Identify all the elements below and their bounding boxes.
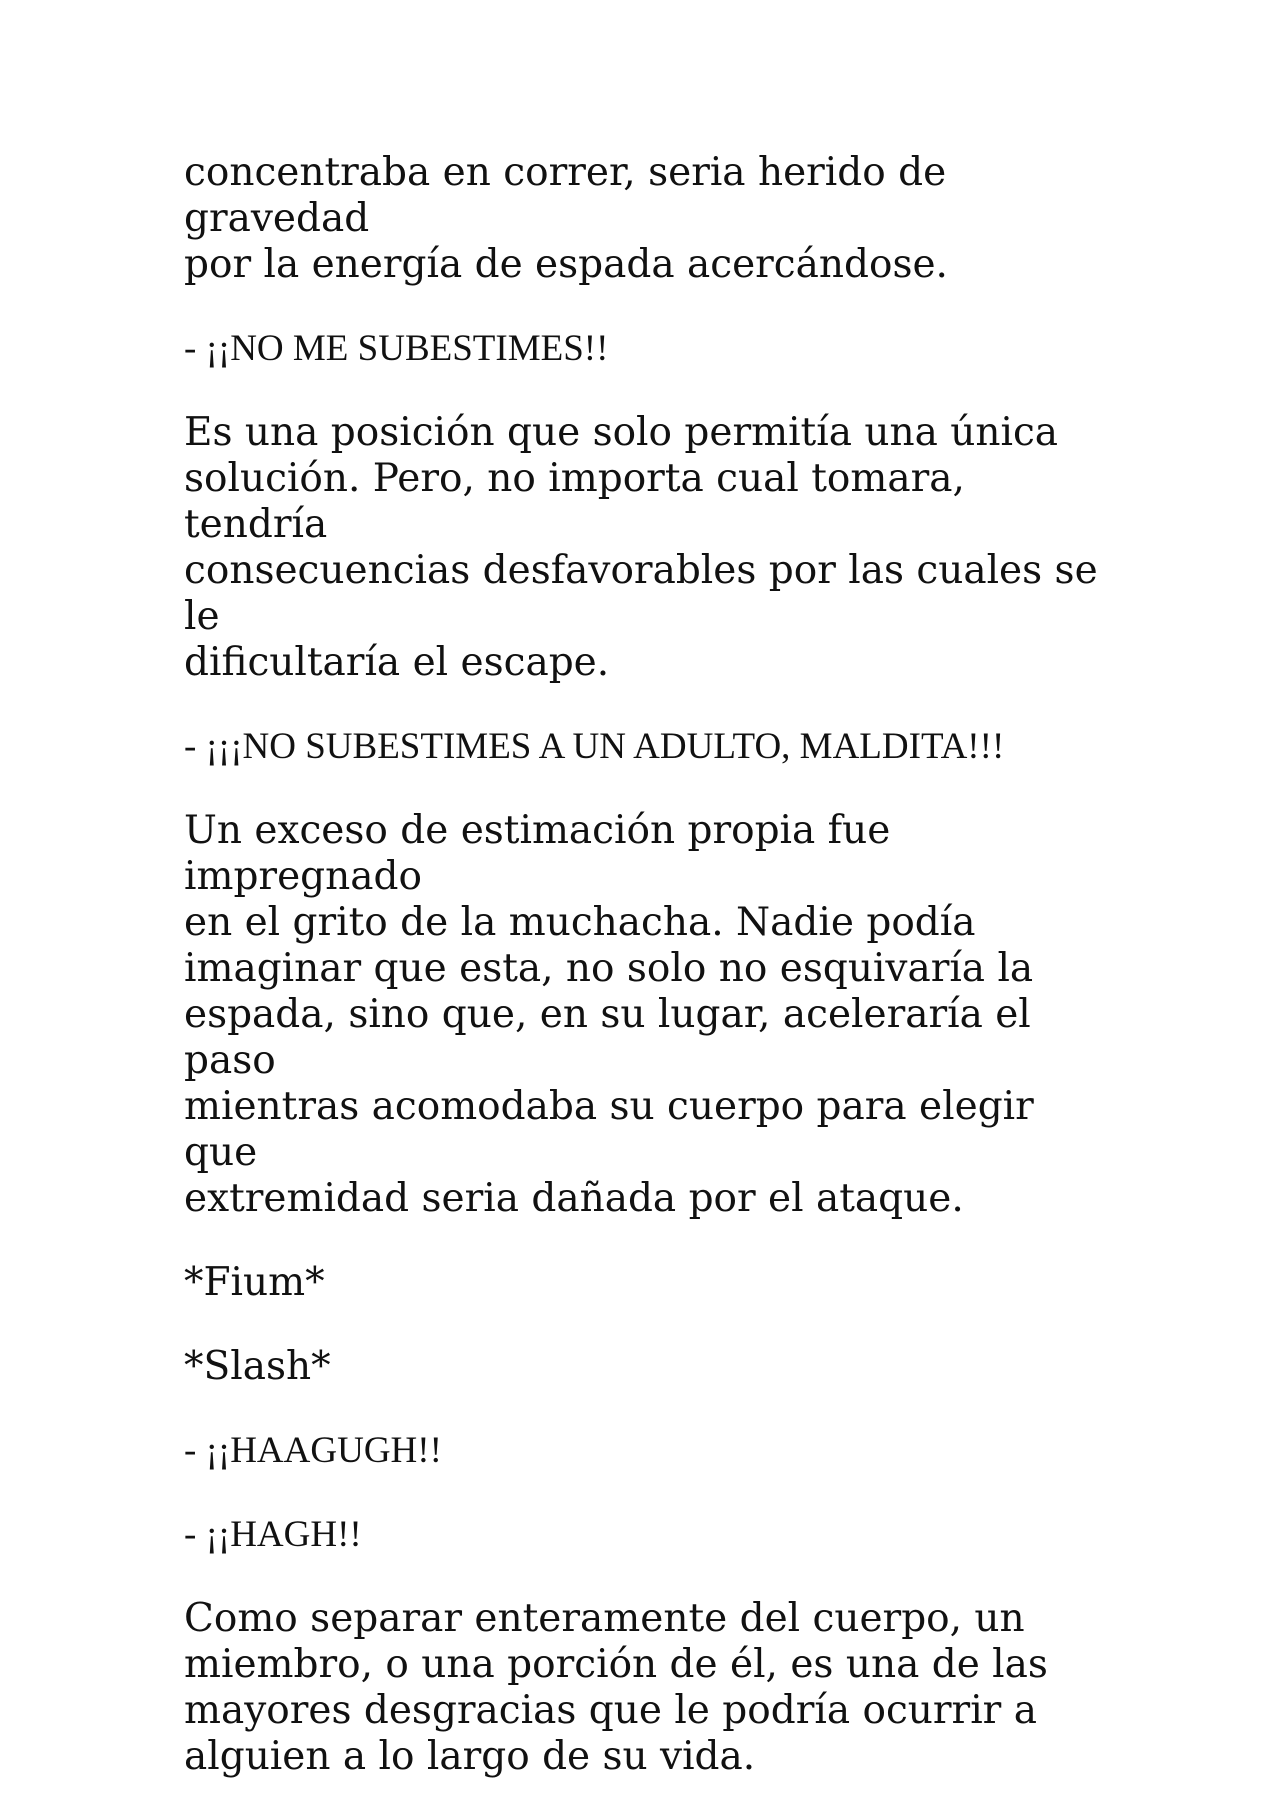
paragraph: Un exceso de estimación propia fue impregnado en el grito de la muchacha. Nadie podía imaginar que esta, no solo no esquivaría la espada, sino que, en su lugar, aceleraría el paso mientras acomodaba su cuerpo para elegir que extremidad seria dañada por el ataque. — [184, 808, 1034, 1221]
dialogue-line: - ¡¡HAAGUGH!! — [184, 1430, 442, 1471]
paragraph: Como separar enteramente del cuerpo, un miembro, o una porción de él, es una de las mayores desgracias que le podría ocurrir a alguien a lo largo de su vida. — [184, 1596, 1048, 1779]
sound-effect: *Fium* — [184, 1260, 325, 1305]
dialogue-line: - ¡¡¡NO SUBESTIMES A UN ADULTO, MALDITA!!! — [184, 726, 1005, 767]
text-column — [184, 150, 1114, 1818]
dialogue-line: - ¡¡HAGH!! — [184, 1514, 362, 1555]
paragraph: Es una posición que solo permitía una única solución. Pero, no importa cual tomara, tendría consecuencias desfavorables por las cuales se le dificultaría el escape. — [184, 410, 1098, 685]
dialogue-line: - ¡¡NO ME SUBESTIMES!! — [184, 328, 609, 369]
sound-effect: *Slash* — [184, 1344, 331, 1389]
paragraph: concentraba en correr, seria herido de gravedad por la energía de espada acercándose. — [184, 150, 948, 287]
